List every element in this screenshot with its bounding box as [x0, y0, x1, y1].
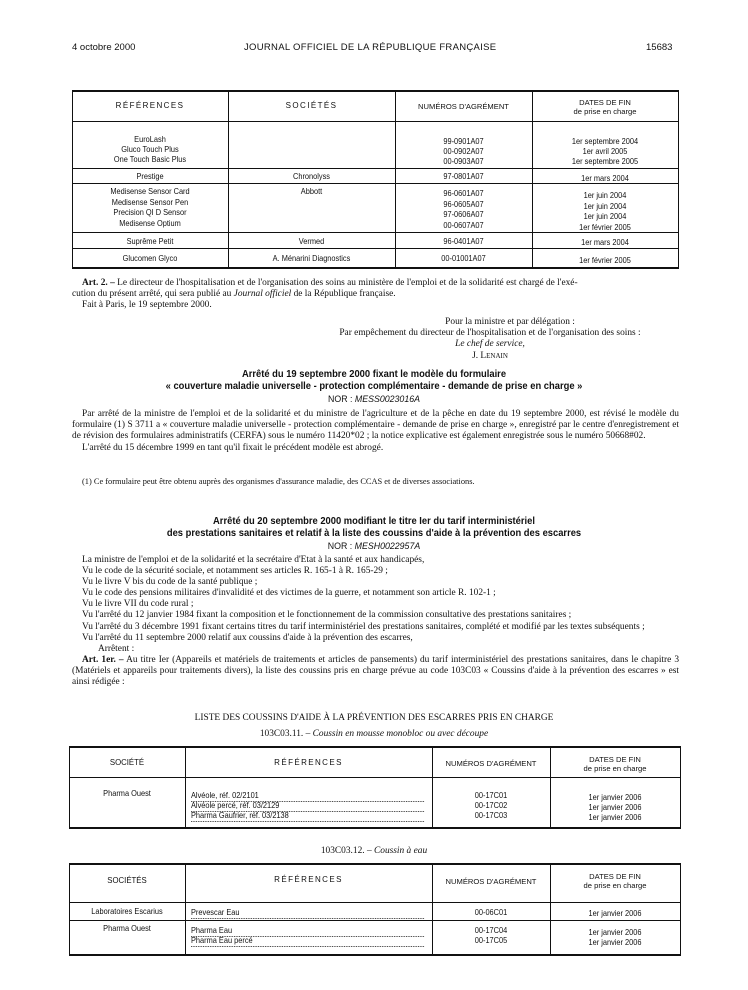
visa-line: Vu le code de la sécurité sociale, et notamment ses articles R. 165-1 à R. 165-29 ; [82, 566, 388, 577]
article-1 [72, 655, 679, 688]
arrete1-title-line1: Arrêté du 19 septembre 2000 fixant le modèle du formulaire [241, 369, 507, 380]
ref-cell: EuroLash [134, 134, 166, 144]
date-cell: 1er avril 2005 [582, 146, 628, 156]
ref-text: Alvéole percé, réf. 03/2129 [191, 800, 424, 812]
ref-text: Pharma Gaufrier, réf. 03/2138 [191, 810, 424, 822]
date-cell: 1er février 2005 [579, 221, 631, 232]
col-header-societes: SOCIÉTÉS [285, 101, 338, 110]
article-lead: Art. 1er. – [82, 654, 124, 665]
ref-cell: One Touch Basic Plus [113, 154, 187, 164]
numero-cell: 96-0401A07 [443, 236, 484, 246]
date-cell: 1er septembre 2004 [571, 136, 639, 146]
signature-line: Pour la ministre et par délégation : [445, 317, 575, 327]
visa-line: Vu le livre VII du code rural ; [82, 599, 194, 610]
visa-line: La ministre de l'emploi et de la solidarité et la secrétaire d'Etat à la santé et aux handicapés, [82, 555, 425, 565]
col-header-references: RÉFÉRENCES [274, 758, 343, 767]
societe-cell: A. Ménarini Diagnostics [272, 253, 351, 263]
date-cell: 1er juin 2004 [583, 200, 627, 211]
societe-cell: Abbott [300, 186, 323, 196]
arrete2-title-line1: Arrêté du 20 septembre 2000 modifiant le titre Ier du tarif interministériel [213, 516, 535, 527]
page-number: 15683 [646, 42, 673, 53]
numero-cell: 96-0605A07 [443, 198, 484, 209]
signature-line: Par empêchement du directeur de l'hospitalisation et de l'organisation des soins : [339, 328, 641, 339]
numero-cell: 99-0901A07 [443, 136, 484, 146]
subsection-code: 103C03.12. – [320, 846, 374, 856]
arrete2-nor [0, 541, 748, 551]
fait-a-paris: Fait à Paris, le 19 septembre 2000. [82, 300, 212, 311]
visa-line: Vu l'arrêté du 12 janvier 1984 fixant la composition et le fonctionnement de la commission consultative des prestations sanitaires ; [82, 610, 572, 621]
col-header-societes: SOCIÉTÉS [107, 876, 147, 885]
article-text: Au titre Ier (Appareils et matériels de traitements et articles de pansements) du tarif interministériel des prestations sanitaires, dans le chapitre 3 (Matériels et appareils pour traitements divers), la liste des coussins pris en charge prévue au code 103C03 « Coussins d'aide à la prévention des escarres » est ainsi rédigée : [72, 654, 680, 688]
col-header-references: RÉFÉRENCES [274, 875, 343, 884]
visa-line: Vu le livre V bis du code de la santé publique ; [82, 577, 258, 588]
date-cell: 1er juin 2004 [583, 211, 627, 221]
subsection-title-2 [0, 846, 748, 856]
ref-cell: Medisense Sensor Card [110, 186, 190, 196]
paragraph: Par arrêté de la ministre de l'emploi et de la solidarité et du ministre de l'agriculture et de la pêche en date du 19 septembre 2000, est révisé le modèle du formulaire (1) S 3711 a « couverture maladie universelle - protection complémentaire - demande de prise en charge », enregistré par le centre d'enregistrement et de révision des formulaires administratifs (CERFA) sous le numéro 11420*02 ; la notice explicative est également enregistrée sous le numéro 50668#02. [72, 409, 679, 442]
journal-title: JOURNAL OFFICIEL DE LA RÉPUBLIQUE FRANÇAISE [244, 42, 497, 53]
ref-cell: Glucomen Glyco [122, 253, 178, 263]
arrete1-nor [0, 394, 748, 404]
ref-text: Alvéole, réf. 02/2101 [191, 790, 424, 802]
ref-cell: Gluco Touch Plus [121, 144, 179, 154]
date-cell: 1er janvier 2006 [588, 792, 642, 802]
col-header-numeros: NUMÉROS D'AGRÉMENT [418, 102, 509, 111]
date-cell: 1er septembre 2005 [571, 156, 639, 166]
journal-officiel-ref: Journal officiel [233, 289, 292, 300]
col-header-numeros: NUMÉROS D'AGRÉMENT [445, 759, 537, 768]
footnote: (1) Ce formulaire peut être obtenu auprès des organismes d'assurance maladie, des CCAS et de diverses associations. [82, 477, 475, 486]
subsection-label: Coussin à eau [374, 846, 428, 856]
numero-cell: 96-0601A07 [443, 188, 484, 198]
visas [72, 555, 679, 688]
col-header-dates-sub: de prise en charge [583, 764, 647, 773]
numero-cell: 00-01001A07 [441, 253, 486, 263]
ref-cell: Suprême Petit [126, 236, 174, 246]
date-cell: 1er janvier 2006 [588, 927, 642, 937]
ref-text: Pharma Eau [191, 925, 424, 937]
ref-cell [191, 907, 424, 919]
subsection-title-1 [0, 729, 748, 739]
arrete1-title-line2: « couverture maladie universelle - protection complémentaire - demande de prise en charge » [165, 381, 583, 392]
numero-cell: 00-17C02 [474, 800, 508, 810]
subsection-label: Coussin en mousse monobloc ou avec découpe [312, 729, 489, 739]
nor-label: NOR : [328, 394, 355, 404]
date-cell: 1er mars 2004 [581, 237, 629, 247]
visa-line: Vu l'arrêté du 11 septembre 2000 relatif aux coussins d'aide à la prévention des escarres, [82, 632, 413, 643]
visa-line: Vu le code des pensions militaires d'invalidité et des victimes de la guerre, et notamment son article R. 102-1 ; [82, 588, 496, 599]
signature-role: Le chef de service, [455, 339, 525, 350]
societe-cell: Pharma Ouest [103, 788, 151, 798]
ref-cell: Medisense Sensor Pen [111, 196, 189, 207]
nor-code: MESS0023016A [354, 394, 420, 404]
ref-text: Prevescar Eau [191, 907, 424, 919]
ref-text: Pharma Eau percé [191, 935, 424, 947]
signature-block [300, 317, 680, 362]
societe-cell: Chronolyss [293, 171, 330, 181]
col-header-references: RÉFÉRENCES [115, 101, 185, 110]
col-header-numeros: NUMÉROS D'AGRÉMENT [445, 877, 537, 886]
subsection-code: 103C03.11. – [259, 729, 313, 739]
numero-cell: 00-17C01 [474, 790, 508, 800]
nor-code: MESH0022957A [354, 541, 421, 551]
numero-cell: 97-0606A07 [443, 209, 484, 219]
col-header-dates: DATES DE FIN [589, 755, 641, 764]
date-cell: 1er février 2005 [579, 255, 631, 265]
date-cell: 1er janvier 2006 [588, 908, 642, 918]
article-text: Le directeur de l'hospitalisation et de l'organisation des soins au ministère de l'emploi et de la solidarité est chargé de l'exé- [117, 278, 578, 288]
arretent: Arrêtent : [98, 643, 135, 654]
societe-cell: Vermed [298, 236, 325, 246]
date-cell: 1er janvier 2006 [588, 802, 642, 812]
arrete1-body [72, 409, 679, 454]
col-header-dates-sub: de prise en charge [583, 881, 647, 890]
paragraph: L'arrêté du 15 décembre 1999 en tant qu'il fixait le précédent modèle est abrogé. [82, 442, 384, 453]
article-2 [72, 278, 679, 312]
article-text: cution du présent arrêté, qui sera publié au [72, 289, 234, 300]
societe-cell: Pharma Ouest [103, 923, 151, 933]
article-text: de la République française. [291, 289, 396, 300]
numero-cell: 00-06C01 [474, 907, 508, 917]
numero-cell: 00-0903A07 [443, 156, 484, 166]
numero-cell: 00-0607A07 [443, 219, 484, 230]
col-header-dates-sub: de prise en charge [573, 107, 637, 116]
ref-cell: Precision QI D Sensor [113, 207, 187, 217]
ref-cell [191, 935, 424, 947]
col-header-dates: DATES DE FIN [579, 98, 631, 107]
date-cell: 1er janvier 2006 [588, 937, 642, 947]
arrete2-title-line2: des prestations sanitaires et relatif à la liste des coussins d'aide à la prévention des escarres [166, 528, 582, 539]
signature-name: J. Lenain [472, 350, 508, 361]
ref-cell: Prestige [136, 171, 164, 181]
numero-cell: 00-17C05 [474, 935, 508, 945]
numero-cell: 00-17C04 [474, 925, 508, 935]
date-cell: 1er janvier 2006 [588, 812, 642, 822]
visa-line: Vu l'arrêté du 3 décembre 1991 fixant certains titres du tarif interministériel des prestations sanitaires, complété et modifié par les textes subséquents ; [82, 621, 645, 632]
numero-cell: 00-0902A07 [443, 146, 484, 156]
date-cell: 1er mars 2004 [581, 173, 629, 183]
header-date: 4 octobre 2000 [72, 42, 136, 53]
societe-cell: Laboratoires Escarius [91, 906, 163, 916]
numero-cell: 97-0801A07 [443, 171, 484, 181]
date-cell: 1er juin 2004 [583, 190, 627, 200]
col-header-dates: DATES DE FIN [589, 872, 641, 881]
numero-cell: 00-17C03 [474, 810, 508, 820]
list-title: LISTE DES COUSSINS D'AIDE À LA PRÉVENTION DES ESCARRES PRIS EN CHARGE [194, 713, 554, 723]
col-header-societe: SOCIÉTÉ [109, 758, 145, 767]
ref-cell: Medisense Optium [119, 217, 181, 228]
article-lead: Art. 2. – [82, 278, 115, 288]
nor-label: NOR : [327, 541, 355, 551]
ref-cell [191, 810, 424, 822]
